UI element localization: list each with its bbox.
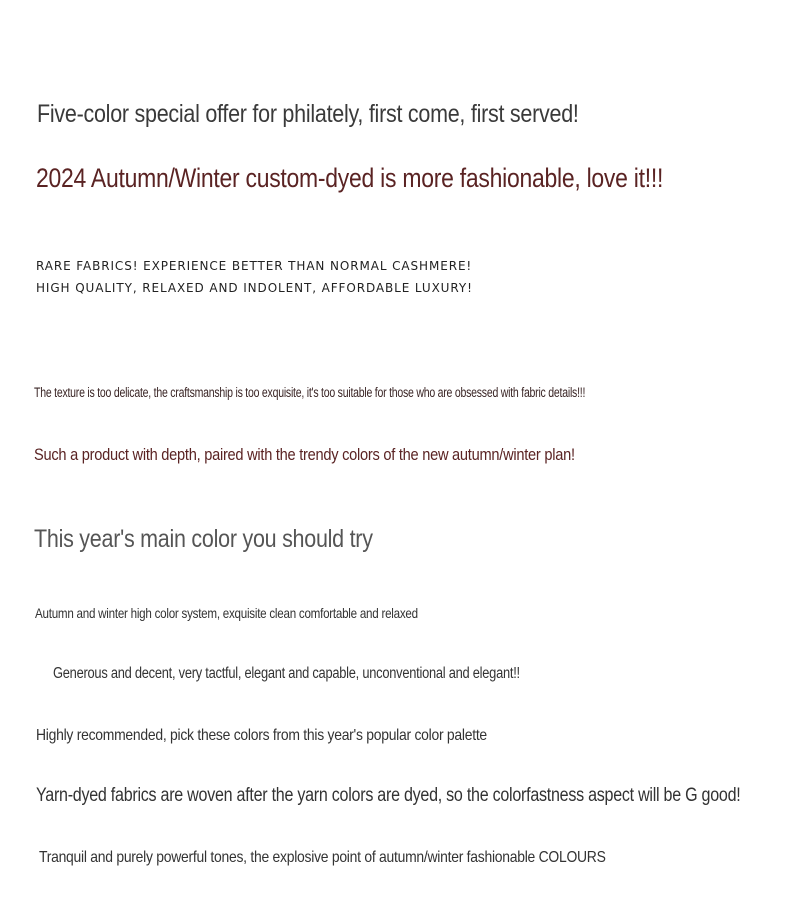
highlight-line-2: HIGH QUALITY, RELAXED AND INDOLENT, AFFORDABLE LUXURY! xyxy=(36,281,473,295)
promo-subheadline: 2024 Autumn/Winter custom-dyed is more fashionable, love it!!! xyxy=(36,163,664,193)
colors-line-1: Autumn and winter high color system, exquisite clean comfortable and relaxed xyxy=(35,605,418,621)
description-texture: The texture is too delicate, the craftsmanship is too exquisite, it's too suitable for those who are obsessed with fabric details!!! xyxy=(34,385,586,400)
colors-section-title: This year's main color you should try xyxy=(34,525,373,553)
description-depth: Such a product with depth, paired with the trendy colors of the new autumn/winter plan! xyxy=(34,445,575,464)
colors-line-4: Yarn-dyed fabrics are woven after the yarn colors are dyed, so the colorfastness aspect will be G good! xyxy=(36,785,741,806)
colors-line-2: Generous and decent, very tactful, elegant and capable, unconventional and elegant!! xyxy=(53,665,520,682)
highlight-line-1: RARE FABRICS! EXPERIENCE BETTER THAN NORMAL CASHMERE! xyxy=(36,259,473,273)
colors-line-3: Highly recommended, pick these colors from this year's popular color palette xyxy=(36,727,487,744)
promo-headline: Five-color special offer for philately, first come, first served! xyxy=(37,100,579,128)
colors-line-5: Tranquil and purely powerful tones, the explosive point of autumn/winter fashionable COLOURS xyxy=(39,849,606,866)
